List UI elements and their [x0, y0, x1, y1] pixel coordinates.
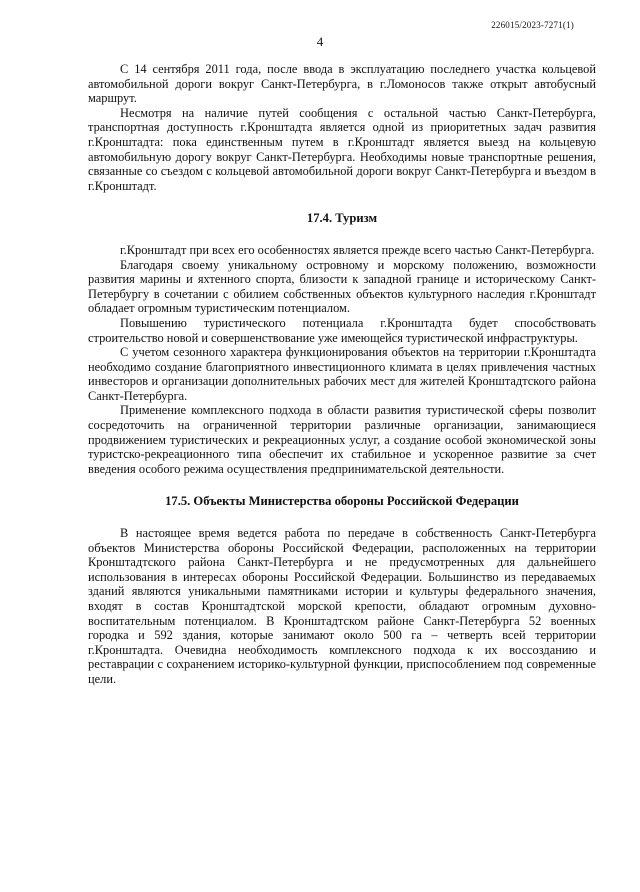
section-transport: [88, 62, 596, 193]
paragraph: Повышению туристического потенциала г.Кронштадта будет способствовать строительство новой и совершенствование уже имеющейся туристической инфраструктуры.: [88, 315, 596, 345]
section-tourism: [88, 243, 596, 477]
paragraph: Благодаря своему уникальному островному и морскому положению, возможности развития марины и яхтенного спорта, близости к западной границе и историческому Санкт-Петербургу в сочетании с обилием собственных объектов культурного наследия г.Кронштадт обладает огромным туристическим потенциалом.: [88, 257, 596, 316]
section-heading-defense: 17.5. Объекты Министерства обороны Российской Федерации: [165, 494, 519, 509]
section-defense: [88, 526, 596, 687]
page-number: 4: [316, 34, 324, 49]
document-id: 226015/2023-7271(1): [491, 20, 574, 30]
paragraph: Несмотря на наличие путей сообщения с остальной частью Санкт-Петербурга, транспортная доступность г.Кронштадта является одной из приоритетных задач развития г.Кронштадта: пока единственным путем в г.Кронштадт является выезд на кольцевую автомобильную дорогу вокруг Санкт-Петербурга. Необходимы новые транспортные решения, связанные со съездом с кольцевой автомобильной дороги вокруг Санкт-Петербурга и въездом в г.Кронштадт.: [88, 105, 596, 193]
paragraph: Применение комплексного подхода в области развития туристической сферы позволит сосредоточить на ограниченной территории различные организации, занимающиеся продвижением туристических и рекреационных услуг, а создание особой экономической зоны туристско-рекреационного типа обеспечит их стабильное и ускоренное развитие за счет введения особого режима осуществления предпринимательской деятельности.: [88, 403, 596, 476]
paragraph: г.Кронштадт при всех его особенностях является прежде всего частью Санкт-Петербурга.: [120, 242, 595, 257]
section-heading-tourism: 17.4. Туризм: [306, 211, 378, 226]
paragraph: С 14 сентября 2011 года, после ввода в эксплуатацию последнего участка кольцевой автомобильной дороги вокруг Санкт-Петербурга, в г.Ломоносов также открыт автобусный маршрут.: [88, 62, 596, 106]
paragraph: С учетом сезонного характера функционирования объектов на территории г.Кронштадта необходимо создание благоприятного инвестиционного климата в целях привлечения частных инвесторов и организации дополнительных рабочих мест для жителей Кронштадтского района Санкт-Петербурга.: [88, 345, 596, 403]
document-body: [88, 62, 596, 687]
paragraph: В настоящее время ведется работа по передаче в собственность Санкт-Петербурга объектов Министерства обороны Российской Федерации, расположенных на территории Кронштадтского района Санкт-Петербурга и не предусмотренных для дальнейшего использования в интересах обороны Российской Федерации. Большинство из передаваемых зданий являются уникальными памятниками истории и культуры федерального значения, входят в состав Кронштадтской морской крепости, обладают огромным духовно-воспитательным потенциалом. В Кронштадтском районе Санкт-Петербурга 52 военных городка и 592 здания, которые занимают около 500 га – четверть всей территории г.Кронштадта. Очевидна необходимость комплексного подхода к их воссозданию и реставрации с сохранением историко-культурной функции, приспособлением под современные цели.: [88, 526, 596, 686]
